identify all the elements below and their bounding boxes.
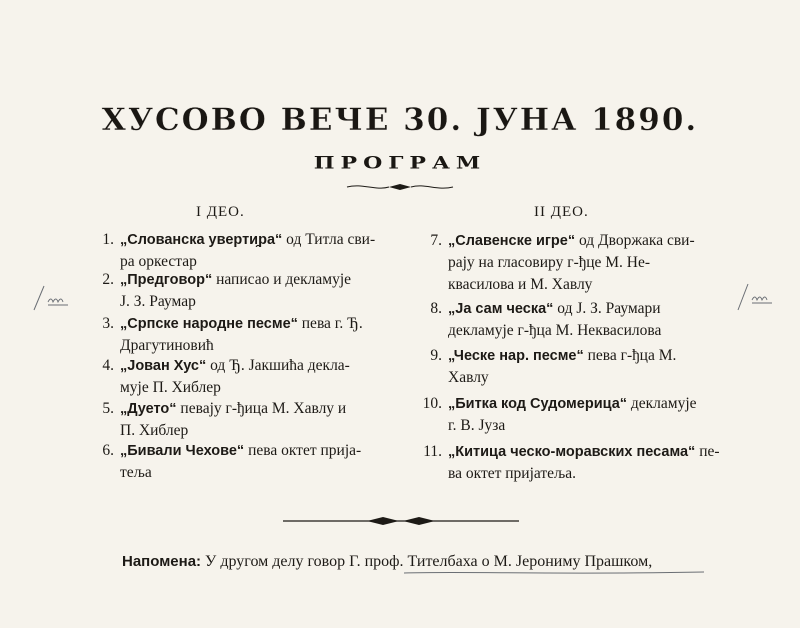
item-title: „Битка код Судомерица“: [448, 396, 628, 412]
item-number: 9.: [430, 347, 442, 364]
item-text: квасилова и М. Хавлу: [448, 276, 593, 293]
item-text: рају на гласовиру г-ђце М. Не-: [448, 254, 651, 271]
item-text: певају г-ђица М. Хавлу и: [176, 400, 347, 417]
item-text: ра оркестар: [120, 253, 197, 270]
item-number: 7.: [430, 232, 442, 249]
item-title: „Слованска уверти̯ра“: [120, 232, 283, 248]
item-text: пева октет прија-: [244, 442, 362, 459]
item-text: декламује г-ђца М. Неквасилова: [448, 322, 662, 339]
item-text: од Титла сви-: [282, 231, 376, 248]
program-item: [86, 313, 386, 357]
right-column-heading: II ДЕО.: [534, 204, 589, 220]
page-subtitle: ПРОГРАМ: [313, 153, 487, 173]
item-title: „Ја сам ческа“: [448, 301, 554, 317]
item-number: 10.: [422, 395, 442, 412]
program-item: [414, 230, 724, 296]
item-number: 3.: [102, 315, 114, 332]
item-text: декламује: [627, 395, 697, 412]
item-title: „Бивали Чехове“: [120, 443, 245, 459]
divider-ornament: [283, 515, 519, 527]
flourish-ornament: [345, 182, 455, 192]
item-text: Ј. З. Раумар: [120, 293, 196, 310]
item-text: пе-: [695, 443, 720, 460]
program-item: [86, 355, 386, 399]
item-title: „Предговор“: [120, 272, 213, 288]
item-text: П. Хиблер: [120, 422, 189, 439]
item-number: 11.: [423, 443, 442, 460]
item-text: Драгутиновић: [120, 337, 214, 354]
program-item: [414, 298, 724, 342]
item-text: од Дворжака сви-: [575, 232, 695, 249]
note-label: Напомена:: [122, 553, 202, 570]
item-title: „Српске народне песме“: [120, 316, 298, 332]
item-text: Хавлу: [448, 369, 489, 386]
item-number: 1.: [102, 231, 114, 248]
item-text: ва октет пријатеља.: [448, 465, 577, 482]
item-text: г. В. Јуза: [448, 417, 506, 434]
item-title: „Славенске игре“: [448, 233, 576, 249]
program-item: [414, 441, 724, 485]
left-margin-pencil-mark: [30, 282, 74, 312]
item-text: написао и декламује: [212, 271, 352, 288]
page-title: ХУСОВО ВЕЧЕ 30. ЈУНА 1890.: [101, 102, 699, 138]
item-number: 5.: [102, 400, 114, 417]
item-number: 8.: [430, 300, 442, 317]
note-text: У другом делу говор Г. проф. Тителбаха о М. Јерониму Прашком,: [201, 553, 653, 570]
left-column-heading: I ДЕО.: [196, 204, 245, 220]
program-item: [86, 229, 386, 273]
program-item: [86, 440, 386, 484]
item-number: 6.: [102, 442, 114, 459]
item-text: пева г. Ђ.: [297, 315, 363, 332]
item-number: 4.: [102, 357, 114, 374]
item-text: од Ј. З. Раумари: [553, 300, 661, 317]
pencil-underline: [404, 569, 704, 577]
program-item: [86, 269, 386, 313]
item-text: мује П. Хиблер: [120, 379, 221, 396]
program-item: [86, 398, 386, 442]
program-item: [414, 345, 724, 389]
item-number: 2.: [102, 271, 114, 288]
item-title: „Јован Хус“: [120, 358, 207, 374]
item-text: теља: [120, 464, 152, 481]
item-title: „Ческе нар. песме“: [448, 348, 584, 364]
right-margin-pencil-mark: [734, 280, 778, 312]
item-title: „Китица ческо-моравских песама“: [448, 444, 696, 460]
item-title: „Дуето“: [120, 401, 177, 417]
item-text: пева г-ђца М.: [583, 347, 677, 364]
program-item: [414, 393, 724, 437]
item-text: од Ђ. Јакшића декла-: [206, 357, 350, 374]
